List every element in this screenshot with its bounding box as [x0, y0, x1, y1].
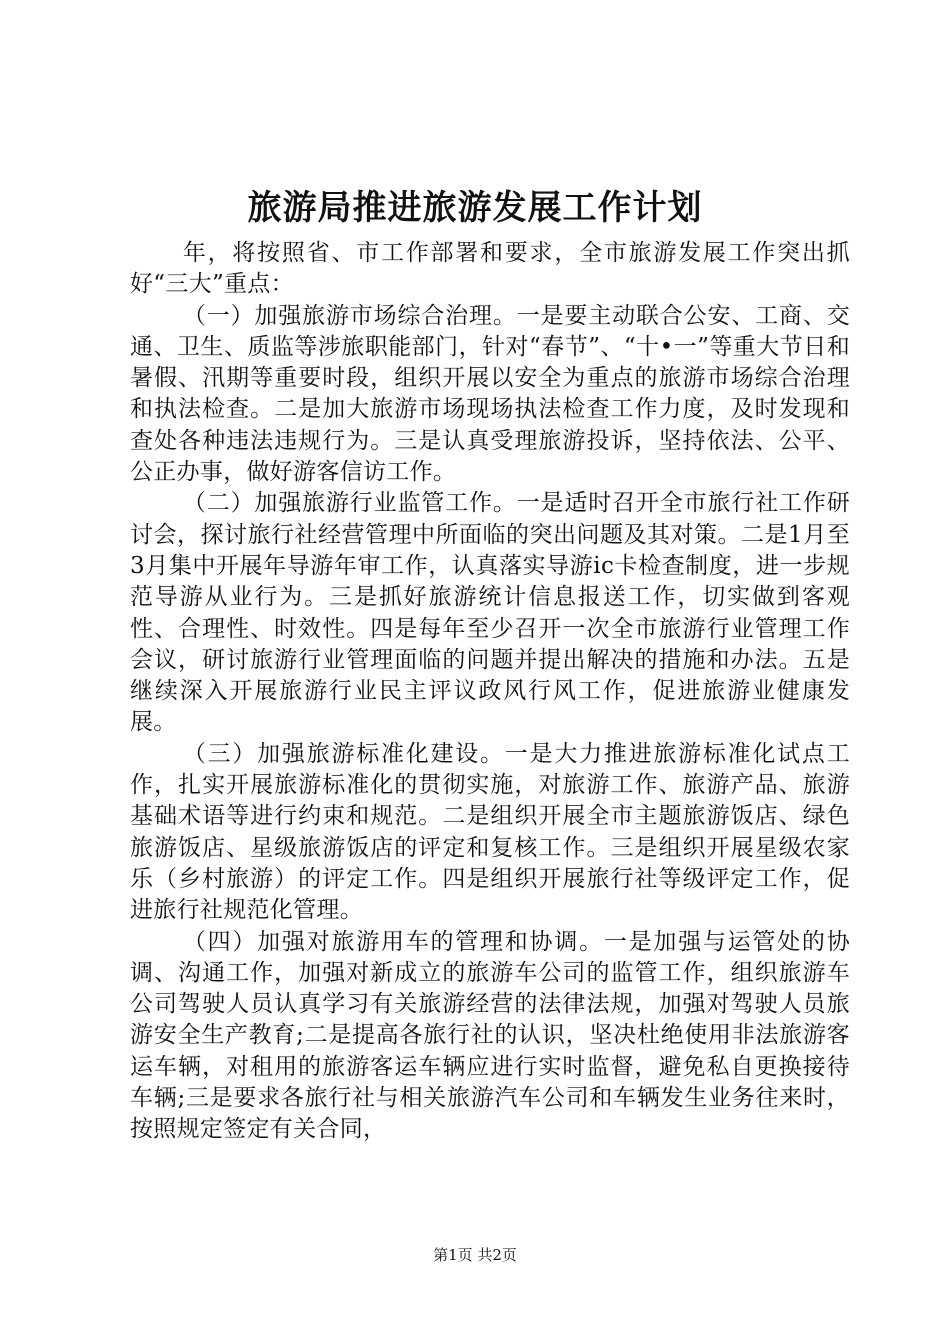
document-title: 旅游局推进旅游发展工作计划: [247, 188, 703, 228]
paragraph-section-4: （四）加强对旅游用车的管理和协调。一是加强与运管处的协调、沟通工作，加强对新成立的旅游车公司的监管工作，组织旅游车公司驾驶人员认真学习有关旅游经营的法律法规，加强对驾驶人员旅游安全生产教育;二是提高各旅行社的认识，坚决杜绝使用非法旅游客运车辆，对租用的旅游客运车辆应进行实时监督，避免私自更换接待车辆;三是要求各旅行社与相关旅游汽车公司和车辆发生业务往来时，按照规定签定有关合同，: [130, 928, 850, 1143]
paragraph-section-3: （三）加强旅游标准化建设。一是大力推进旅游标准化试点工作，扎实开展旅游标准化的贯彻实施，对旅游工作、旅游产品、旅游基础术语等进行约束和规范。二是组织开展全市主题旅游饭店、绿色旅游饭店、星级旅游饭店的评定和复核工作。三是组织开展星级农家乐（乡村旅游）的评定工作。四是组织开展旅行社等级评定工作，促进旅行社规范化管理。: [130, 740, 850, 924]
document-body: [130, 238, 850, 1146]
paragraph-section-2: （二）加强旅游行业监管工作。一是适时召开全市旅行社工作研讨会，探讨旅行社经营管理中所面临的突出问题及其对策。二是1月至3月集中开展年导游年审工作，认真落实导游ic卡检查制度，进一步规范导游从业行为。三是抓好旅游统计信息报送工作，切实做到客观性、合理性、时效性。四是每年至少召开一次全市旅游行业管理工作会议，研讨旅游行业管理面临的问题并提出解决的措施和办法。五是继续深入开展旅游行业民主评议政风行风工作，促进旅游业健康发展。: [130, 490, 850, 736]
page-number-footer: 第1页 共2页: [433, 1246, 517, 1264]
paragraph-intro: 年，将按照省、市工作部署和要求，全市旅游发展工作突出抓好“三大”重点：: [130, 240, 850, 298]
paragraph-section-1: （一）加强旅游市场综合治理。一是要主动联合公安、工商、交通、卫生、质监等涉旅职能部门，针对“春节”、“十•一”等重大节日和暑假、汛期等重要时段，组织开展以安全为重点的旅游市场综合治理和执法检查。二是加大旅游市场现场执法检查工作力度，及时发现和查处各种违法违规行为。三是认真受理旅游投诉，坚持依法、公平、公正办事，做好游客信访工作。: [130, 302, 850, 486]
